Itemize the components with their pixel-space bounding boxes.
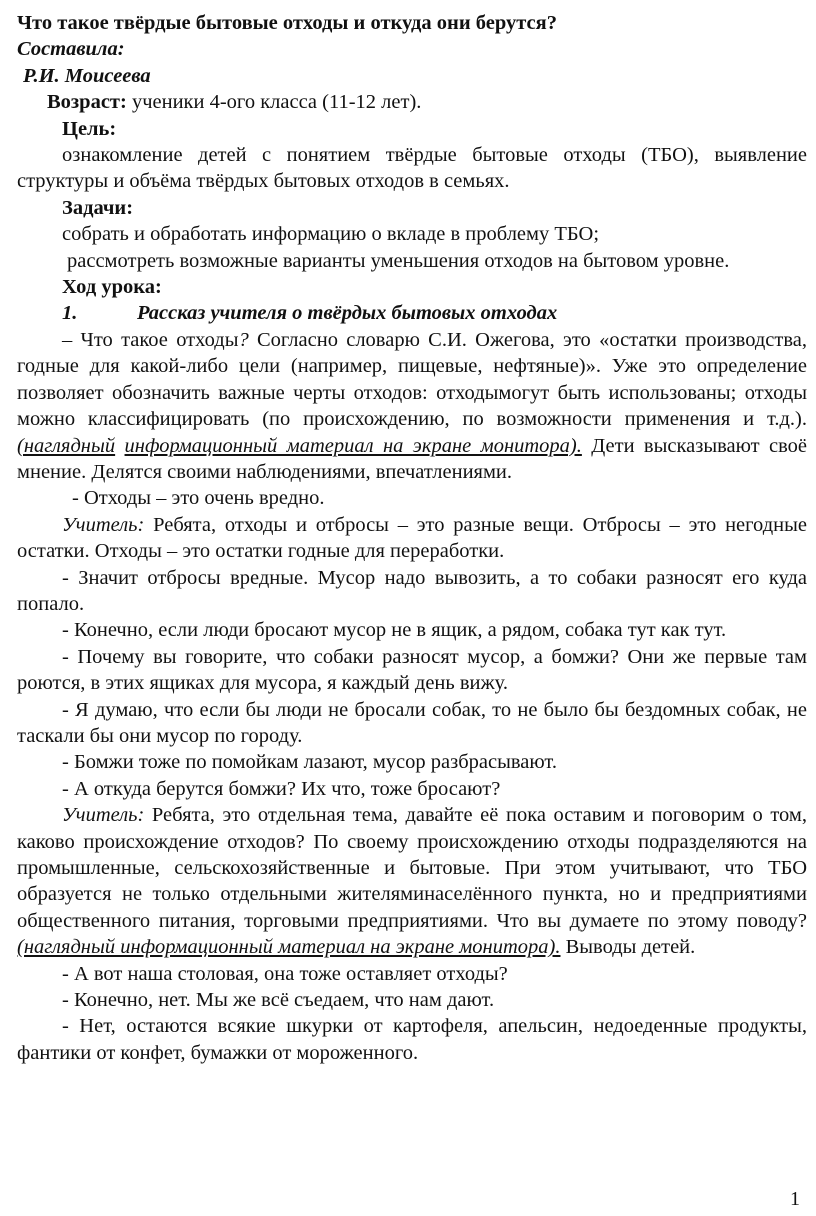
tasks-label: Задачи: <box>62 196 134 219</box>
author-name: Р.И. Моисеева <box>23 64 151 87</box>
task-2: рассмотреть возможные варианты уменьшения отходов на бытовом уровне. <box>67 249 730 272</box>
teacher-line <box>17 512 807 565</box>
paragraph-definition <box>17 327 807 485</box>
document-page <box>17 10 807 1066</box>
dialogue-line: - Почему вы говорите, что собаки разносят мусор, а бомжи? Они же первые там роются, в этих ящиках для мусора, я каждый день вижу. <box>17 645 807 695</box>
document-title: Что такое твёрдые бытовые отходы и откуда они берутся? <box>17 12 557 34</box>
age-label: Возраст: <box>47 91 127 114</box>
teacher-label: Учитель: <box>62 804 145 827</box>
lesson-label: Ход урока: <box>62 276 162 299</box>
goal-label: Цель: <box>62 117 117 140</box>
visual-material-note-a: (наглядный <box>17 434 116 457</box>
section-title: Рассказ учителя о твёрдых бытовых отходах <box>137 302 558 325</box>
dialogue-line: - Конечно, нет. Мы же всё съедаем, что нам дают. <box>62 989 495 1012</box>
dialogue-line: - Я думаю, что если бы люди не бросали собак, то не было бы бездомных собак, не таскали бы они мусор по городу. <box>17 698 807 747</box>
dialogue-line: - Отходы – это очень вредно. <box>72 487 325 510</box>
visual-material-note: (наглядный информационный материал на экране монитора). <box>17 936 561 959</box>
section-heading <box>17 300 807 326</box>
teacher-line <box>17 802 807 960</box>
dialogue-line: - А откуда берутся бомжи? Их что, тоже бросают? <box>62 777 501 800</box>
paragraph-text: Согласно словарю С.И. Ожегова, это «остатки производства, годные для какой-либо цели (например, пищевые, нефтяные)». Уже это определение позволяет обозначить важные черты отходов: отходымогут быть использованы; отходы можно классифицировать (по происхождению, по возможности применения и т.д.). <box>17 328 807 431</box>
age-text: ученики 4-ого класса (11-12 лет). <box>126 91 422 114</box>
paragraph-start: – Что такое отходы <box>62 328 239 351</box>
age-line <box>17 89 807 115</box>
dialogue-line: - Значит отбросы вредные. Мусор надо вывозить, а то собаки разносят его куда попало. <box>17 566 807 615</box>
visual-material-note-b: информационный материал на экране монитора). <box>124 434 582 457</box>
paragraph-end: Дети высказывают своё мнение. Делятся своими наблюдениями, впечатлениями. <box>17 434 808 483</box>
dialogue-line: - Конечно, если люди бросают мусор не в ящик, а рядом, собака тут как тут. <box>62 619 727 642</box>
dialogue-line: - Бомжи тоже по помойкам лазают, мусор разбрасывают. <box>62 751 557 774</box>
goal-text: ознакомление детей с понятием твёрдые бытовые отходы (ТБО), выявление структуры и объёма твёрдых бытовых отходов в семьях. <box>17 144 807 193</box>
dialogue-line: - А вот наша столовая, она тоже оставляет отходы? <box>62 962 508 985</box>
compiled-by-label: Составила: <box>17 38 125 61</box>
question-mark: ? <box>238 328 249 351</box>
page-number: 1 <box>790 1188 800 1210</box>
dialogue-line: - Нет, остаются всякие шкурки от картофеля, апельсин, недоеденные продукты, фантики от конфет, бумажки от мороженного. <box>17 1015 807 1064</box>
teacher-label: Учитель: <box>62 513 145 536</box>
task-1: собрать и обработать информацию о вкладе в проблему ТБО; <box>62 223 600 246</box>
teacher-text: Ребята, отходы и отбросы – это разные вещи. Отбросы – это негодные остатки. Отходы – это остатки годные для переработки. <box>17 513 807 563</box>
section-number: 1. <box>62 302 78 325</box>
teacher-text-end: Выводы детей. <box>560 936 696 959</box>
teacher-text: Ребята, это отдельная тема, давайте её пока оставим и поговорим о том, каково происхождение отходов? По своему происхождению отходы подразделяются на промышленные, сельскохозяйственные и бытовые. При этом учитывают, что ТБО образуется не только отдельными жителяминаселённого пункта, но и предприятиями общественного питания, торговыми предприятиями. Что вы думаете по этому поводу? <box>17 804 807 932</box>
